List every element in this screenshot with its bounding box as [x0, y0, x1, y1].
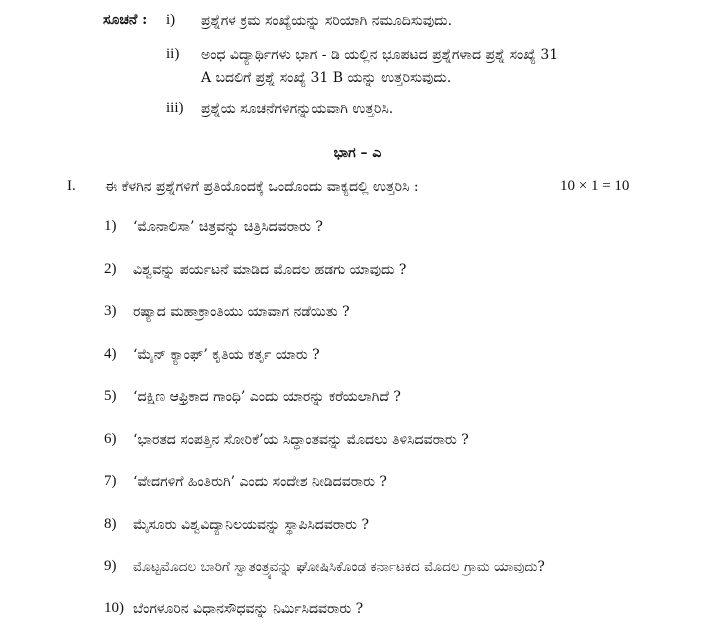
- section-marks: 10 × 1 = 10: [560, 178, 630, 194]
- question-text: ‘ಭಾರತದ ಸಂಪತ್ತಿನ ಸೋರಿಕೆ’ಯ ಸಿದ್ಧಾಂತವನ್ನು ಮೊದಲು ತಿಳಿಸಿದವರಾರು ?: [133, 432, 469, 448]
- section-heading: ಭಾಗ – ಎ: [333, 145, 382, 161]
- question-text: ‘ಮೊನಾಲಿಸಾ’ ಚಿತ್ರವನ್ನು ಚಿತ್ರಿಸಿದವರಾರು ?: [133, 219, 323, 235]
- question-text: ರಷ್ಯಾದ ಮಹಾಕ್ರಾಂತಿಯು ಯಾವಾಗ ನಡೆಯಿತು ?: [133, 304, 350, 320]
- question-text: ‘ವೇದಗಳಿಗೆ ಹಿಂತಿರುಗಿ’ ಎಂದು ಸಂದೇಶ ನೀಡಿದವರಾರು ?: [133, 474, 387, 490]
- instruction-marker: i): [166, 12, 176, 28]
- question-number: 8): [104, 516, 117, 532]
- question-text: ಮೊಟ್ಟಮೊದಲ ಬಾರಿಗೆ ಸ್ವಾತಂತ್ರ್ಯವನ್ನು ಘೋಷಿಸಿಕೊಂಡ ಕರ್ನಾಟಕದ ಮೊದಲ ಗ್ರಾಮ ಯಾವುದು?: [133, 559, 545, 575]
- question-number: 9): [104, 558, 117, 574]
- question-number: 10): [104, 600, 124, 616]
- instruction-marker: ii): [166, 46, 180, 62]
- question-text: ಮೈಸೂರು ವಿಶ್ವವಿದ್ಯಾನಿಲಯವನ್ನು ಸ್ಥಾಪಿಸಿದವರಾರು ?: [133, 517, 369, 533]
- instruction-text: ಪ್ರಶ್ನೆಗಳ ಕ್ರಮ ಸಂಖ್ಯೆಯನ್ನು ಸರಿಯಾಗಿ ನಮೂದಿಸುವುದು.: [201, 13, 453, 29]
- question-number: 2): [104, 261, 117, 277]
- section-prompt: ಈ ಕೆಳಗಿನ ಪ್ರಶ್ನೆಗಳಿಗೆ ಪ್ರತಿಯೊಂದಕ್ಕೆ ಒಂದೊಂದು ವಾಕ್ಯದಲ್ಲಿ ಉತ್ತರಿಸಿ :: [105, 179, 419, 195]
- question-number: 6): [104, 431, 117, 447]
- question-text: ಬೆಂಗಳೂರಿನ ವಿಧಾನಸೌಧವನ್ನು ನಿರ್ಮಿಸಿದವರಾರು ?: [133, 601, 364, 617]
- instruction-text: ಪ್ರಶ್ನೆಯ ಸೂಚನೆಗಳಿಗನ್ನುಯವಾಗಿ ಉತ್ತರಿಸಿ.: [201, 101, 394, 117]
- instructions-label: ಸೂಚನೆ :: [103, 12, 148, 28]
- question-text: ‘ದಕ್ಷಿಣ ಆಫ್ರಿಕಾದ ಗಾಂಧಿ’ ಎಂದು ಯಾರನ್ನು ಕರೆಯಲಾಗಿದೆ ?: [133, 389, 401, 405]
- question-number: 7): [104, 473, 117, 489]
- instruction-text: ಅಂಧ ವಿದ್ಯಾರ್ಥಿಗಳು ಭಾಗ - ಡಿ ಯಲ್ಲಿನ ಭೂಪಟದ ಪ್ರಶ್ನೆಗಳಾದ ಪ್ರಶ್ನೆ ಸಂಖ್ಯೆ 31: [201, 47, 559, 63]
- question-number: 1): [104, 218, 117, 234]
- instruction-marker: iii): [166, 100, 184, 116]
- question-number: 4): [104, 346, 117, 362]
- question-text: ವಿಶ್ವವನ್ನು ಪರ್ಯಟನೆ ಮಾಡಿದ ಮೊದಲ ಹಡಗು ಯಾವುದು ?: [133, 262, 407, 278]
- instruction-text-continued: A ಬದಲಿಗೆ ಪ್ರಶ್ನೆ ಸಂಖ್ಯೆ 31 B ಯನ್ನು ಉತ್ತರಿಸುವುದು.: [201, 70, 452, 86]
- question-number: 3): [104, 303, 117, 319]
- question-number: 5): [104, 388, 117, 404]
- question-text: ‘ಮೈನ್ ಕ್ಯಾಂಫ್’ ಕೃತಿಯ ಕರ್ತೃ ಯಾರು ?: [133, 347, 320, 363]
- section-roman-numeral: I.: [67, 178, 76, 194]
